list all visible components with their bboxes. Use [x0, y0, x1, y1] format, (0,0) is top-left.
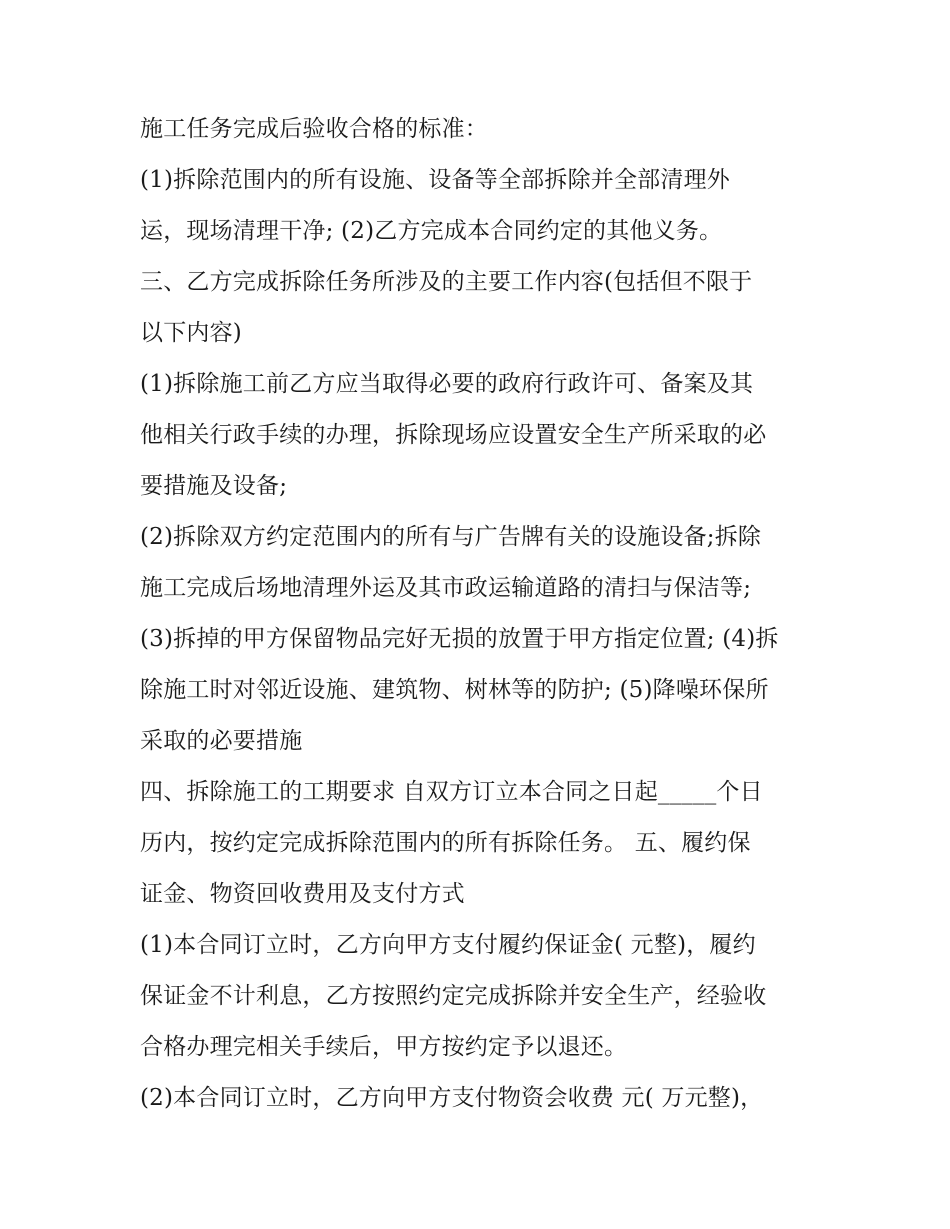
text-line: 他相关行政手续的办理，拆除现场应设置安全生产所采取的必 — [140, 422, 767, 448]
text-line: (2)本合同订立时，乙方向甲方支付物资会收费 元( 万元整)， — [140, 1085, 764, 1111]
text-line: 合格办理完相关手续后，甲方按约定予以退还。 — [140, 1034, 628, 1060]
text-line: (1)本合同订立时，乙方向甲方支付履约保证金( 元整)，履约 — [140, 932, 756, 958]
text-line: (1)拆除范围内的所有设施、设备等全部拆除并全部清理外 — [140, 167, 730, 193]
text-line: (2)拆除双方约定范围内的所有与广告牌有关的设施设备;拆除 — [140, 524, 762, 550]
section-heading: 三、乙方完成拆除任务所涉及的主要工作内容(包括但不限于 — [140, 269, 753, 295]
text-line: 运，现场清理干净; (2)乙方完成本合同约定的其他义务。 — [140, 218, 723, 244]
text-line: 采取的必要措施 — [140, 728, 303, 754]
section-heading: 四、拆除施工的工期要求 自双方订立本合同之日起_____个日 — [140, 779, 763, 805]
text-line: 保证金不计利息，乙方按照约定完成拆除并安全生产，经验收 — [140, 983, 767, 1009]
text-line: 要措施及设备; — [140, 473, 288, 499]
text-line: 除施工时对邻近设施、建筑物、树林等的防护; (5)降噪环保所 — [140, 677, 769, 703]
text-line: 历内，按约定完成拆除范围内的所有拆除任务。 五、履约保 — [140, 830, 751, 856]
text-line: (3)拆掉的甲方保留物品完好无损的放置于甲方指定位置; (4)拆 — [140, 626, 779, 652]
text-line: (1)拆除施工前乙方应当取得必要的政府行政许可、备案及其 — [140, 371, 754, 397]
text-line: 证金、物资回收费用及支付方式 — [140, 881, 465, 907]
text-line: 施工完成后场地清理外运及其市政运输道路的清扫与保洁等; — [140, 575, 752, 601]
text-line: 以下内容) — [140, 320, 242, 346]
document-body — [140, 104, 820, 1124]
text-line: 施工任务完成后验收合格的标准： — [140, 116, 488, 142]
